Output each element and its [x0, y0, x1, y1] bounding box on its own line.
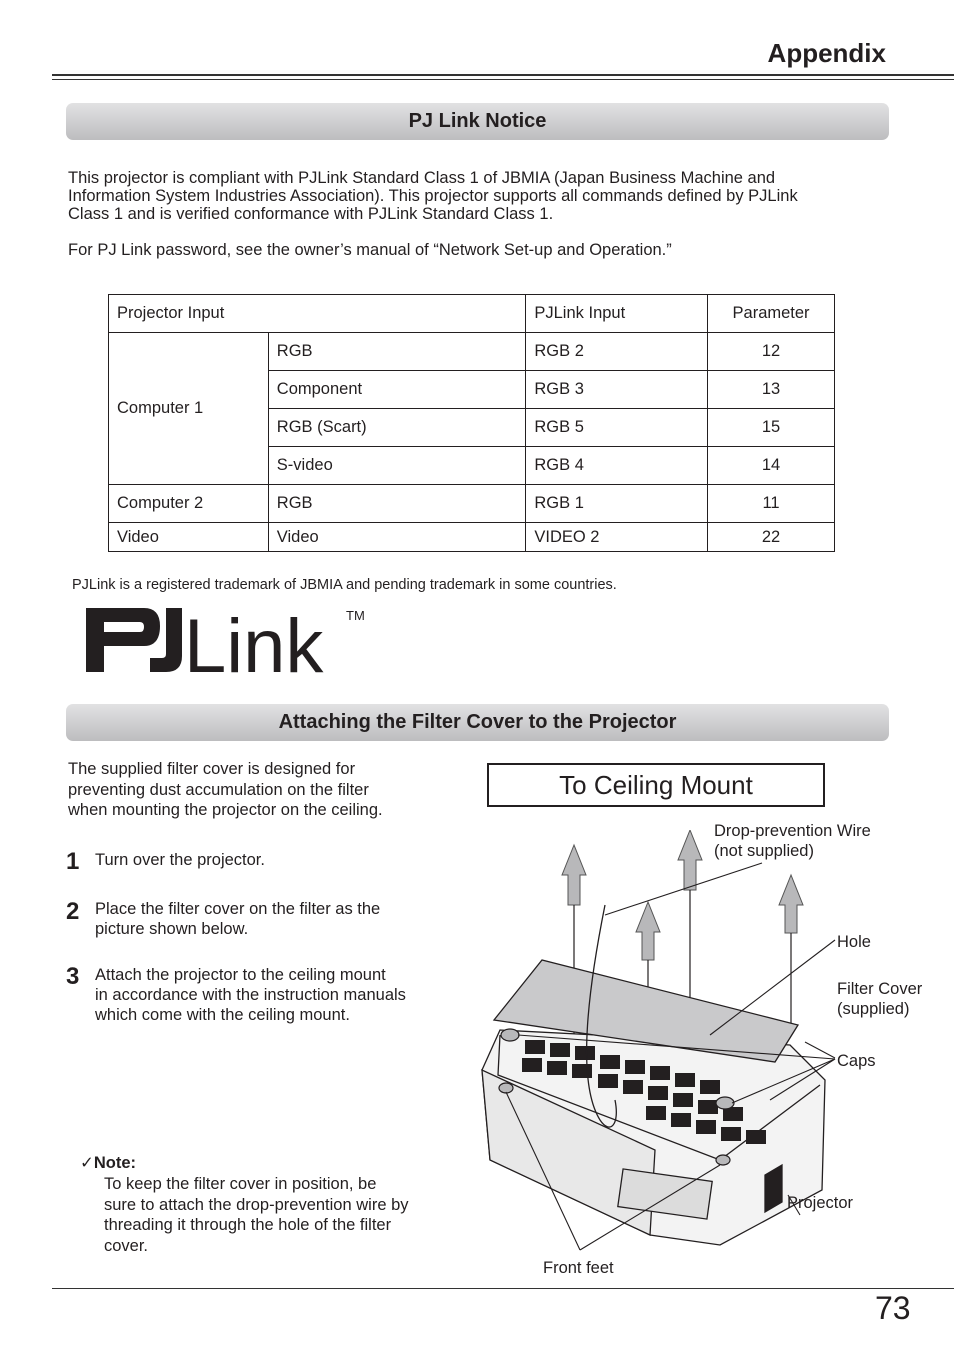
note-line: threading it through the hole of the filter: [104, 1216, 392, 1234]
pjlink-logo: [84, 600, 374, 678]
table-cell: VIDEO 2: [526, 523, 708, 552]
pjlink-password-paragraph: For PJ Link password, see the owner’s manual of “Network Set-up and Operation.”: [68, 241, 672, 259]
table-cell: 14: [708, 447, 835, 485]
label-caps: Caps: [837, 1052, 876, 1070]
table-row: [109, 485, 835, 523]
filter-intro: [68, 759, 438, 821]
table-cell: Video: [268, 523, 526, 552]
table-cell: 22: [708, 523, 835, 552]
pjlink-section-heading: PJ Link Notice: [66, 103, 889, 140]
step-text: [95, 850, 445, 870]
table-header-row: [109, 295, 835, 333]
pjlink-compliance-paragraph: [68, 169, 888, 223]
label-line: (not supplied): [714, 842, 814, 860]
label-projector: Projector: [787, 1194, 854, 1212]
table-cell: RGB 1: [526, 485, 708, 523]
table-cell: 13: [708, 371, 835, 409]
step-line: Turn over the projector.: [95, 851, 265, 869]
table-header-cell: PJLink Input: [526, 295, 708, 333]
step-line: Attach the projector to the ceiling mount: [95, 966, 386, 984]
table-header-cell: Parameter: [708, 295, 835, 333]
table-cell: RGB: [268, 485, 526, 523]
step-line: Place the filter cover on the filter as the: [95, 900, 381, 918]
table-cell: RGB (Scart): [268, 409, 526, 447]
step-number: 1: [66, 848, 80, 875]
note-line: cover.: [104, 1236, 149, 1255]
label-drop-wire: [714, 821, 871, 861]
table-group-cell: Video: [109, 523, 269, 552]
note-line: To keep the filter cover in position, be: [104, 1175, 377, 1193]
footer-rule: [52, 1288, 954, 1289]
pjlink-input-table: [108, 294, 835, 552]
table-cell: 15: [708, 409, 835, 447]
label-line: Filter Cover: [837, 980, 923, 998]
chapter-title: Appendix: [767, 38, 886, 68]
header-rule-thin: [52, 79, 954, 80]
table-cell: S-video: [268, 447, 526, 485]
intro-line: The supplied filter cover is designed for: [68, 760, 356, 778]
logo-text: Link: [184, 604, 324, 678]
table-cell: RGB: [268, 333, 526, 371]
header-rule: [52, 74, 954, 76]
table-header-cell: Projector Input: [109, 295, 526, 333]
pjlink-para-line: This projector is compliant with PJLink Standard Class 1 of JBMIA (Japan Business Machine and: [68, 169, 776, 187]
table-cell: RGB 3: [526, 371, 708, 409]
label-filter-cover: [837, 979, 922, 1019]
filter-section-heading: Attaching the Filter Cover to the Projector: [66, 704, 889, 741]
label-front-feet: Front feet: [543, 1259, 614, 1277]
table-cell: RGB 2: [526, 333, 708, 371]
table-cell: 12: [708, 333, 835, 371]
table-group-cell: Computer 2: [109, 485, 269, 523]
note-body: [104, 1174, 449, 1256]
table-row: [109, 333, 835, 371]
label-line: Drop-prevention Wire: [714, 822, 871, 840]
note-title: ✓Note:: [80, 1154, 136, 1172]
step-line: which come with the ceiling mount.: [95, 1006, 350, 1024]
label-line: (supplied): [837, 1000, 910, 1018]
trademark-note: PJLink is a registered trademark of JBMIA and pending trademark in some countries.: [72, 577, 617, 593]
step-text: [95, 965, 445, 1025]
pjlink-para-line: Information System Industries Association). This projector supports all commands defined by PJLink: [68, 187, 798, 205]
page-number: 73: [875, 1290, 911, 1326]
filter-cover-illustration: [470, 830, 840, 1270]
ceiling-mount-box: To Ceiling Mount: [487, 763, 825, 807]
table-cell: RGB 5: [526, 409, 708, 447]
step-text: [95, 899, 445, 939]
step-line: picture shown below.: [95, 920, 249, 938]
label-hole: Hole: [837, 933, 871, 951]
table-group-cell: Computer 1: [109, 333, 269, 485]
table-cell: RGB 4: [526, 447, 708, 485]
table-cell: 11: [708, 485, 835, 523]
table-row: [109, 523, 835, 552]
step-line: in accordance with the instruction manuals: [95, 986, 406, 1004]
table-cell: Component: [268, 371, 526, 409]
intro-line: preventing dust accumulation on the filter: [68, 780, 369, 799]
intro-line: when mounting the projector on the ceiling.: [68, 801, 383, 819]
note-line: sure to attach the drop-prevention wire by: [104, 1195, 409, 1214]
pjlink-para-line: Class 1 and is verified conformance with PJLink Standard Class 1.: [68, 205, 554, 223]
step-number: 3: [66, 963, 80, 990]
logo-tm: TM: [346, 608, 365, 623]
step-number: 2: [66, 898, 80, 925]
